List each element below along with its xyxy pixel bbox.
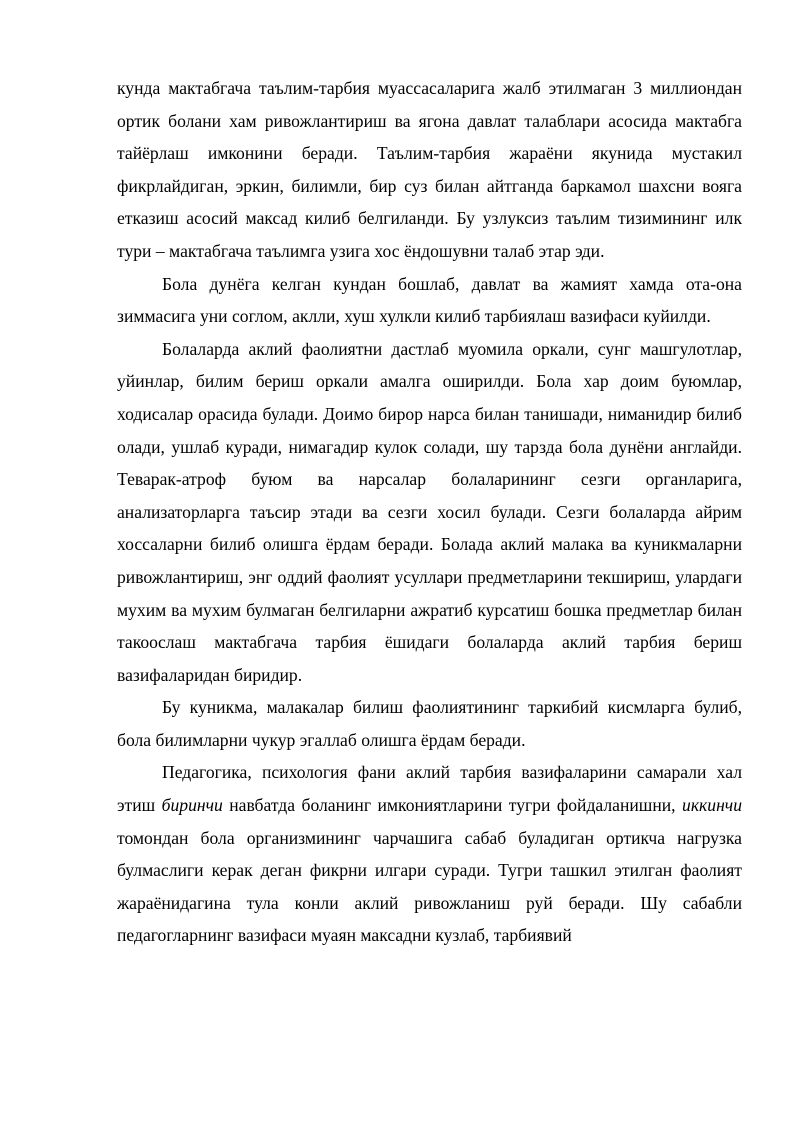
paragraph-5	[117, 756, 742, 952]
paragraph-5-italic-first: биринчи	[161, 795, 223, 816]
paragraph-3	[117, 333, 742, 692]
paragraph-4-text: Бу куникма, малакалар билиш фаолиятининг таркибий кисмларга булиб, бола билимларни чукур эгаллаб олишга ёрдам беради.	[117, 697, 742, 750]
paragraph-5-text-a: Педагогика, психология фани аклий тарбия вазифаларини самарали хал этиш	[117, 762, 742, 816]
paragraph-2	[117, 268, 742, 333]
paragraph-1	[117, 72, 742, 268]
paragraph-2-text: Бола дунёга келган кундан бошлаб, давлат ва жамият хамда ота-она зиммасига уни соглом, аклли, хуш хулкли килиб тарбиялаш вазифаси куйилди.	[117, 273, 742, 327]
document-page	[117, 72, 742, 952]
paragraph-5-text-b: навбатда боланинг имкониятларини тугри фойдаланишни,	[222, 795, 683, 816]
paragraph-1-text: кунда мактабгача таълим-тарбия муассасаларига жалб этилмаган 3 миллиондан ортик болани хам ривожлантириш ва ягона давлат талаблари асосида мактабга тайёрлаш имконини беради. Таълим-тарбия жараёни якунида мустакил фикрлайдиган, эркин, билимли, бир суз билан айтганда баркамол шахсни вояга етказиш асосий максад килиб белгиланди. Бу узлуксиз таълим тизимининг илк тури – мактабгача таълимга узига хос ёндошувни талаб этар эди.	[117, 78, 742, 261]
paragraph-5-text-c: томондан бола организмининг чарчашига сабаб буладиган ортикча нагрузка булмаслиги керак деган фикрни илгари суради. Тугри ташкил этилган фаолият жараёнидагина тула конли аклий ривожланиш руй беради. Шу сабабли педагогларнинг вазифаси муаян максадни кузлаб, тарбиявий	[117, 827, 742, 946]
paragraph-5-italic-second: иккинчи	[682, 795, 742, 816]
paragraph-3-text: Болаларда аклий фаолиятни дастлаб муомила оркали, сунг машгулотлар, уйинлар, билим бериш оркали амалга оширилди. Бола хар доим буюмлар, ходисалар орасида булади. Доимо бирор нарса билан танишади, ниманидир билиб олади, ушлаб куради, нимагадир кулок солади, шу тарзда бола дунёни англайди. Теварак-атроф буюм ва нарсалар болаларининг сезги органларига, анализаторларга таъсир этади ва сезги хосил булади. Сезги болаларда айрим хоссаларни билиб олишга ёрдам беради. Болада аклий малака ва куникмаларни ривожлантириш, энг оддий фаолият усуллари предметларини текшириш, улардаги мухим ва мухим булмаган белгиларни ажратиб курсатиш бошка предметлар билан такооcлаш мактабгача тарбия ёшидаги болаларда аклий тарбия бериш вазифаларидан биридир.	[117, 338, 742, 685]
paragraph-4	[117, 691, 742, 756]
